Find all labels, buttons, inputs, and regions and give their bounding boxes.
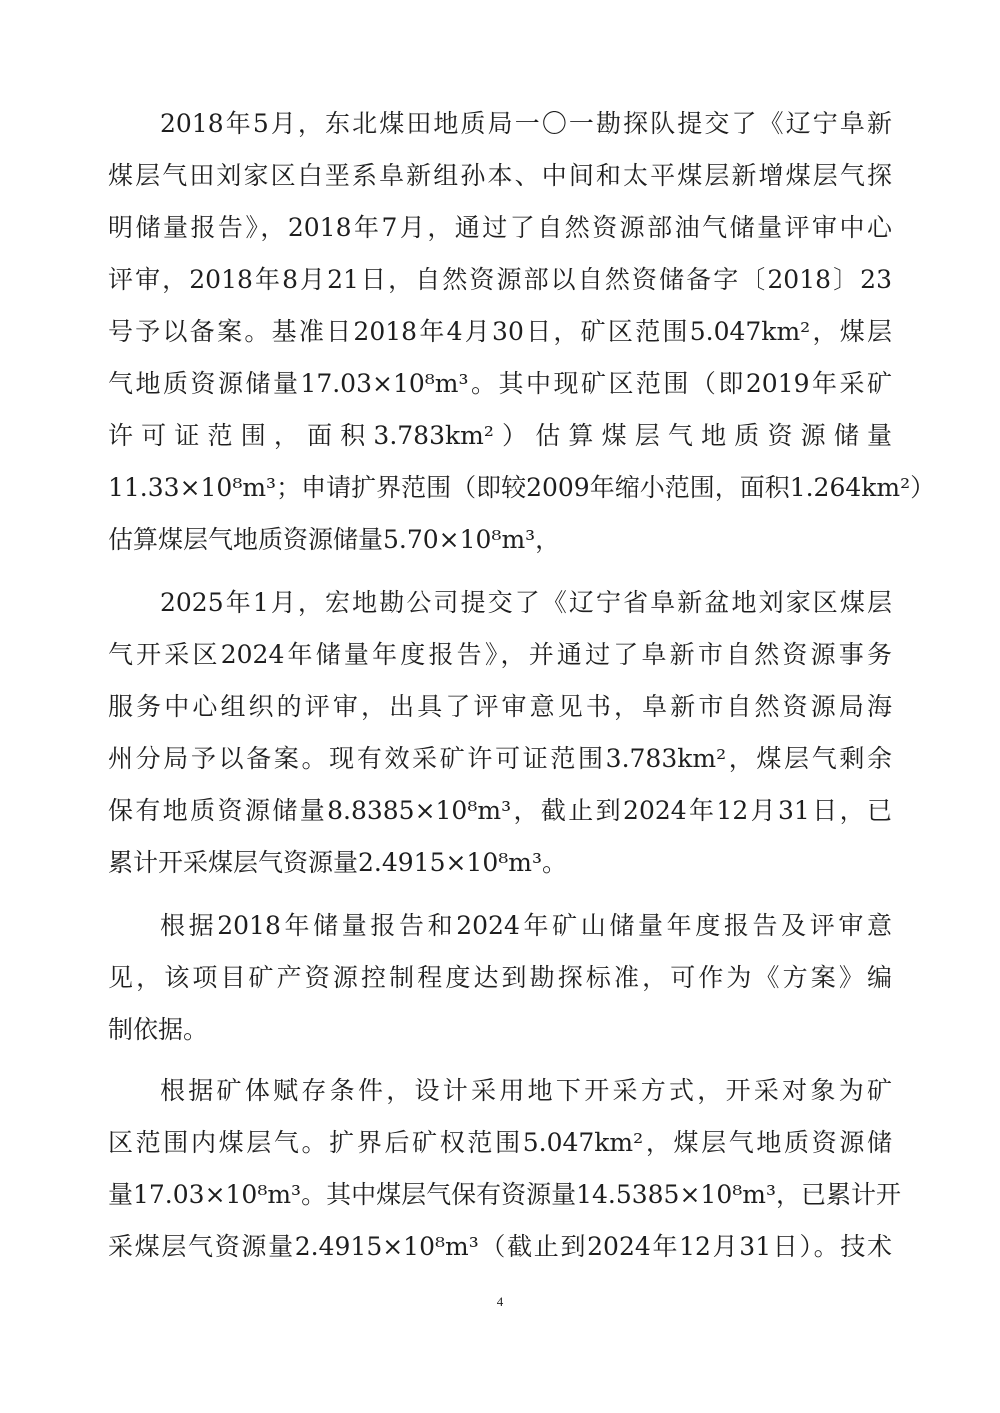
text-line: 2018年5月，东北煤田地质局一〇一勘探队提交了《辽宁阜新 bbox=[160, 109, 892, 138]
text-line: 根据矿体赋存条件，设计采用地下开采方式，开采对象为矿 bbox=[160, 1076, 892, 1105]
text-line: 制依据。 bbox=[108, 1015, 209, 1044]
text-line: 评审，2018年8月21日，自然资源部以自然资储备字〔2018〕23 bbox=[108, 265, 892, 294]
paragraph-2 bbox=[108, 577, 892, 889]
text-line: 气开采区2024年储量年度报告》，并通过了阜新市自然资源事务 bbox=[108, 640, 892, 669]
page-number: 4 bbox=[496, 1294, 504, 1309]
text-line: 许可证范围，面积3.783km²）估算煤层气地质资源储量 bbox=[108, 421, 892, 450]
text-line: 区范围内煤层气。扩界后矿权范围5.047km²，煤层气地质资源储 bbox=[108, 1128, 892, 1157]
text-line: 2025年1月，宏地勘公司提交了《辽宁省阜新盆地刘家区煤层 bbox=[160, 588, 892, 617]
text-line: 州分局予以备案。现有效采矿许可证范围3.783km²，煤层气剩余 bbox=[108, 744, 892, 773]
text-line: 根据2018年储量报告和2024年矿山储量年度报告及评审意 bbox=[160, 911, 892, 940]
paragraph-3 bbox=[108, 900, 892, 1056]
text-line: 明储量报告》，2018年7月，通过了自然资源部油气储量评审中心 bbox=[108, 213, 892, 242]
text-line: 煤层气田刘家区白垩系阜新组孙本、中间和太平煤层新增煤层气探 bbox=[108, 161, 892, 190]
paragraph-1 bbox=[108, 98, 936, 566]
text-line: 11.33×10⁸m³；申请扩界范围（即较2009年缩小范围，面积1.264km²） bbox=[108, 473, 936, 502]
text-line: 服务中心组织的评审，出具了评审意见书，阜新市自然资源局海 bbox=[108, 692, 892, 721]
text-line: 气地质资源储量17.03×10⁸m³。其中现矿区范围（即2019年采矿 bbox=[108, 369, 892, 398]
text-line: 号予以备案。基准日2018年4月30日，矿区范围5.047km²，煤层 bbox=[108, 317, 892, 346]
text-line: 累计开采煤层气资源量2.4915×10⁸m³。 bbox=[108, 848, 567, 877]
text-line: 采煤层气资源量2.4915×10⁸m³（截止到2024年12月31日）。技术 bbox=[108, 1232, 892, 1261]
text-line: 估算煤层气地质资源储量5.70×10⁸m³， bbox=[108, 525, 561, 554]
paragraph-4 bbox=[108, 1065, 901, 1273]
text-line: 见，该项目矿产资源控制程度达到勘探标准，可作为《方案》编 bbox=[108, 963, 892, 992]
text-line: 量17.03×10⁸m³。其中煤层气保有资源量14.5385×10⁸m³，已累计开 bbox=[108, 1180, 901, 1209]
text-line: 保有地质资源储量8.8385×10⁸m³，截止到2024年12月31日，已 bbox=[108, 796, 892, 825]
